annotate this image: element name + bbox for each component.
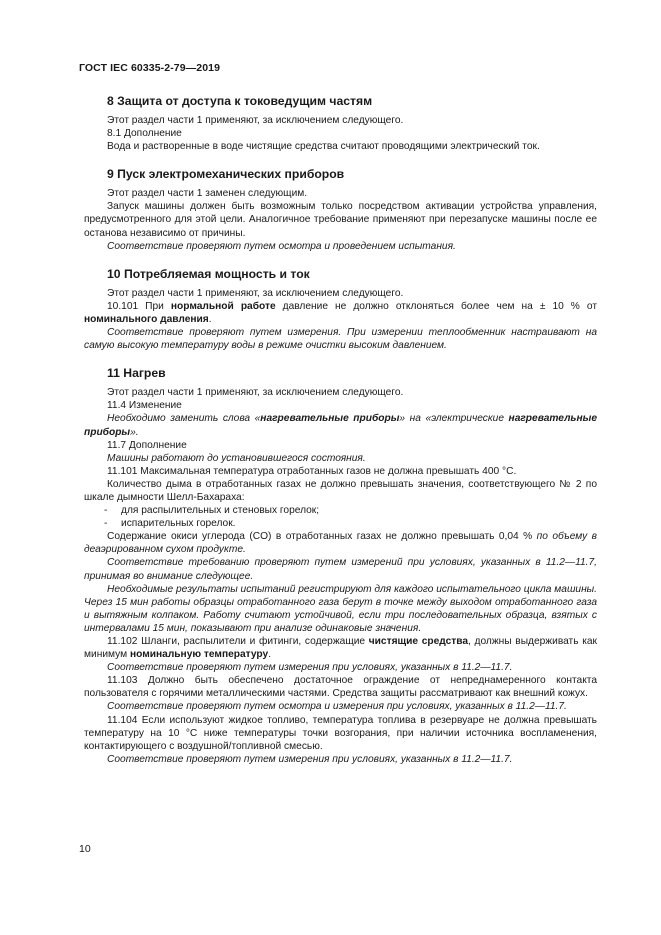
compliance-note: Соответствие требованию проверяют путем измерений при условиях, указанных в 11.2—11.7, принимая во внимание следующее. (84, 557, 597, 582)
paragraph: Вода и растворенные в воде чистящие средства считают проводящими электрический ток. (107, 141, 540, 153)
compliance-note: Соответствие проверяют путем измерения. При измерении теплообменник настраивают на самую высокую температуру воды в режиме очистки высоким давлением. (84, 327, 597, 352)
compliance-note: Необходимые результаты испытаний регистрируют для каждого испытательного цикла машины. Через 15 мин работы образцы отработанного газа берут в точке между выходом отработанного газа и вытяжным колпаком. Работу считают устойчивой, если три последовательных образца, взятых с интервалами 15 мин, показывают при анализе одинаковые значения. (84, 583, 598, 634)
paragraph: 11.104 Если используют жидкое топливо, температура топлива в резервуаре не должна превышать температуру на 10 °С ниже температуры точки возгорания, при наличии источника воспламенения, контактирующего с воздушной/топливной смесью. (84, 714, 597, 752)
section-8-title: 8 Защита от доступа к токоведущим частям (107, 94, 373, 108)
paragraph: 11.101 Максимальная температура отработанных газов не должна превышать 400 °С. (107, 465, 517, 477)
list-item: - испарительных горелок. (104, 518, 236, 530)
paragraph: Необходимо заменить слова «нагревательные приборы» на «электрические нагревательные приборы». (84, 413, 597, 438)
paragraph: Этот раздел части 1 применяют, за исключением следующего. (107, 287, 404, 299)
paragraph: Содержание окиси углерода (CO) в отработанных газах не должно превышать 0,04 % по объему в деаэрированном сухом продукте. (84, 531, 598, 556)
paragraph: 11.103 Должно быть обеспечено достаточное ограждение от непреднамеренного контакта пользователя с горячими металлическими частями. Средства защиты рассматривают как внешний кожух. (84, 675, 597, 700)
list-item: - для распылительных и стеновых горелок; (104, 505, 320, 517)
compliance-note: Соответствие проверяют путем измерения при условиях, указанных в 11.2—11.7. (107, 753, 513, 765)
paragraph: Запуск машины должен быть возможным только посредством активации устройства управления, предусмотренного для этой цели. Аналогичное требование применяют при перезапуске машины после ее останова независимо от причины. (84, 201, 597, 239)
compliance-note: Соответствие проверяют путем осмотра и измерения при условиях, указанных в 11.2—11.7. (107, 701, 567, 713)
compliance-note: Соответствие проверяют путем осмотра и проведением испытания. (107, 240, 456, 252)
compliance-note: Соответствие проверяют путем измерения при условиях, указанных в 11.2—11.7. (107, 662, 513, 674)
paragraph: 8.1 Дополнение (107, 128, 182, 140)
paragraph: Этот раздел части 1 заменен следующим. (107, 188, 308, 200)
section-10-title: 10 Потребляемая мощность и ток (107, 266, 310, 281)
document-body (84, 94, 597, 766)
paragraph: 11.7 Дополнение (107, 439, 187, 451)
page-number: 10 (79, 843, 91, 855)
paragraph: 11.4 Изменение (107, 400, 182, 412)
paragraph: Машины работают до установившегося состояния. (107, 452, 366, 464)
document-header: ГОСТ IEC 60335-2-79—2019 (79, 62, 221, 74)
paragraph: 11.102 Шланги, распылители и фитинги, содержащие чистящие средства, должны выдерживать как минимум номинальную температуру. (84, 636, 597, 661)
paragraph: Количество дыма в отработанных газах не должно превышать значения, соответствующего № 2 по шкале дымности Шелл-Бахараха: (84, 478, 597, 503)
paragraph: Этот раздел части 1 применяют, за исключением следующего. (107, 387, 404, 399)
section-11-title: 11 Нагрев (107, 366, 166, 381)
paragraph: Этот раздел части 1 применяют, за исключением следующего. (107, 115, 404, 126)
section-9-title: 9 Пуск электромеханических приборов (107, 167, 345, 182)
paragraph: 10.101 При нормальной работе давление не должно отклоняться более чем на ± 10 % от номинального давления. (84, 300, 597, 325)
